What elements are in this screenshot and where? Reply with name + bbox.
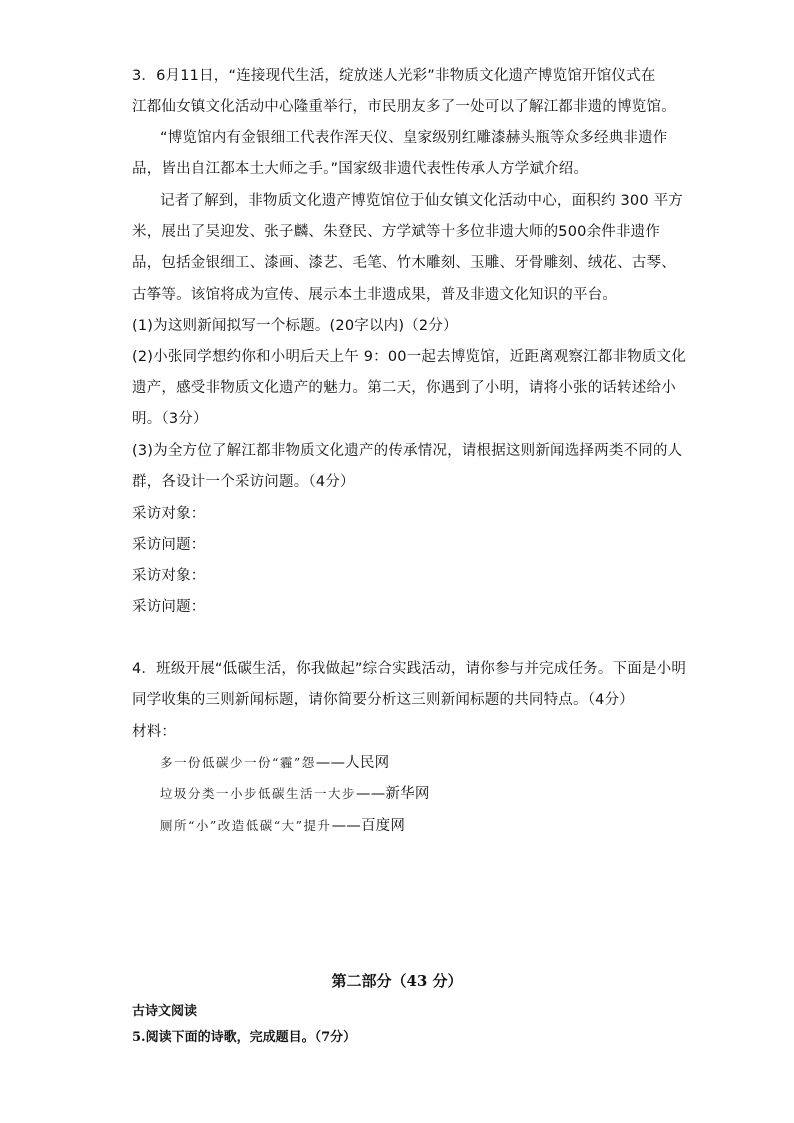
q3-paragraph-1-line-2: 江都仙女镇文化活动中心隆重举行，市民朋友多了一处可以了解江都非遗的博览馆。 [132, 99, 676, 115]
news-headline-2-text: 垃圾分类一小步低碳生活一大步 [160, 786, 357, 801]
q3-subquestion-1: (1)为这则新闻拟写一个标题。(20字以内)（2分） [132, 318, 458, 334]
q4-line-2: 同学收集的三则新闻标题，请你简要分析这三则新闻标题的共同特点。（4分） [132, 692, 634, 708]
part-two-title: 第二部分（43 分） [331, 972, 463, 990]
q3-subquestion-2-line-2: 遗产，感受非物质文化遗产的魅力。第二天，你遇到了小明，请将小张的话转述给小 [132, 380, 676, 396]
news-headline-3-source: ——百度网 [331, 818, 406, 834]
q3-subquestion-2-line-3: 明。（3分） [132, 411, 208, 427]
news-headline-1-text: 多一份低碳少一份“霾”怨 [160, 755, 316, 770]
q3-paragraph-3-line-4: 古筝等。该馆将成为宣传、展示本土非遗成果，普及非遗文化知识的平台。 [132, 287, 618, 303]
interview-target-label-1: 采访对象： [132, 506, 206, 522]
q4-line-1: 4．班级开展“低碳生活，你我做起”综合实践活动，请你参与并完成任务。下面是小明 [132, 661, 687, 677]
interview-question-label-2: 采访问题： [132, 599, 206, 615]
q3-subquestion-2-line-1: (2)小张同学想约你和小明后天上午 9：00一起去博览馆，近距离观察江都非物质文化 [132, 349, 687, 365]
q3-paragraph-3-line-2: 米，展出了吴迎发、张子麟、朱登民、方学斌等十多位非遗大师的500余件非遗作 [132, 224, 661, 240]
q3-paragraph-1-line-1: 3．6月11日，“连接现代生活，绽放迷人光彩”非物质文化遗产博览馆开馆仪式在 [132, 68, 656, 84]
news-headline-3-text: 厕所“小”改造低碳“大”提升 [160, 818, 332, 833]
q5-instruction: 5.阅读下面的诗歌，完成题目。（7分） [132, 1030, 357, 1045]
news-headline-2 [160, 784, 430, 804]
q3-paragraph-2-line-2: 品，皆出自江都本土大师之手。”国家级非遗代表性传承人方学斌介绍。 [132, 161, 589, 177]
news-headline-1-source: ——人民网 [315, 755, 390, 771]
interview-target-label-2: 采访对象： [132, 568, 206, 584]
news-headline-1 [160, 753, 389, 773]
q3-paragraph-3-line-3: 品，包括金银细工、漆画、漆艺、毛笔、竹木雕刻、玉雕、牙骨雕刻、绒花、古琴、 [132, 255, 676, 271]
news-headline-3 [160, 816, 405, 836]
q3-subquestion-3-line-1: (3)为全方位了解江都非物质文化遗产的传承情况，请根据这则新闻选择两类不同的人 [132, 443, 683, 459]
q3-paragraph-3-line-1: 记者了解到，非物质文化遗产博览馆位于仙女镇文化活动中心，面积约 300 平方 [160, 193, 683, 209]
news-headline-2-source: ——新华网 [356, 786, 430, 802]
q3-paragraph-2-line-1: “博览馆内有金银细工代表作浑天仪、皇家级别红雕漆赫头瓶等众多经典非遗作 [160, 130, 668, 146]
q3-subquestion-3-line-2: 群，各设计一个采访问题。（4分） [132, 474, 355, 490]
interview-question-label-1: 采访问题： [132, 537, 206, 553]
material-label: 材料： [132, 724, 177, 740]
classical-reading-heading: 古诗文阅读 [132, 1004, 198, 1019]
